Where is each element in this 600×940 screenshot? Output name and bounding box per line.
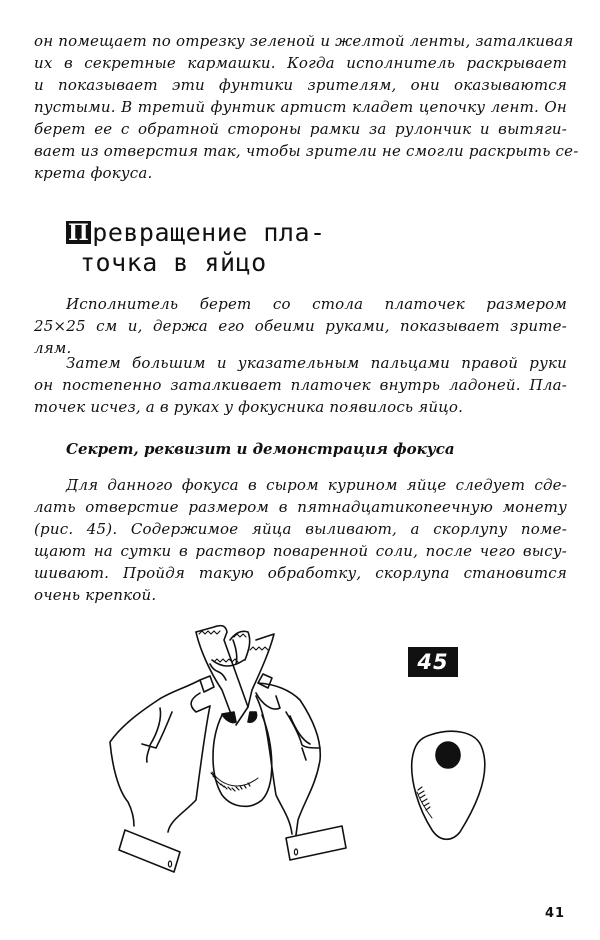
title-line-2: точка в яйцо (80, 248, 267, 277)
text-line: (рис. 45). Содержимое яйца выливают, а скорлупу поме- (34, 520, 567, 538)
text-line: берет ее с обратной стороны рамки за рулончик и вытяги- (34, 120, 567, 138)
figure-number-label: 45 (408, 647, 458, 677)
subheading-secret: Секрет, реквизит и демонстрация фокуса (66, 440, 455, 458)
text-line: он постепенно заталкивает платочек внутрь ладоней. Пла- (34, 376, 567, 394)
text-line: Исполнитель берет со стола платочек размером (66, 295, 567, 313)
text-line: лать отверстие размером в пятнадцатикопеечную монету (34, 498, 567, 516)
text-line: вает из отверстия так, чтобы зрители не смогли раскрыть се- (34, 142, 579, 160)
title-line-1-text: ревращение пла- (92, 218, 326, 247)
text-line: щают на сутки в раствор поваренной соли, после чего высу- (34, 542, 567, 560)
text-line: шивают. Пройдя такую обработку, скорлупа становится (34, 564, 567, 582)
text-line: лям. (34, 339, 72, 357)
left-hand (110, 676, 214, 872)
text-line: их в секретные кармашки. Когда исполнитель раскрывает (34, 54, 567, 72)
text-line: крета фокуса. (34, 164, 153, 182)
right-hand (256, 674, 346, 860)
title-dropcap: П (68, 220, 90, 246)
text-line: точек исчез, а в руках у фокусника появилось яйцо. (34, 398, 464, 416)
text-line: и показывает эти фунтики зрителям, они оказываются (34, 76, 567, 94)
text-line: пустыми. В третий фунтик артист кладет цепочку лент. Он (34, 98, 567, 116)
page-number: 41 (545, 906, 566, 921)
text-line: очень крепкой. (34, 586, 157, 604)
text-line: Для данного фокуса в сыром курином яйце следует сде- (66, 476, 567, 494)
text-line: Затем большим и указательным пальцами правой руки (66, 354, 567, 372)
eggshell-with-hole (412, 731, 485, 839)
text-line: 25×25 см и, держа его обеими руками, показывает зрите- (34, 317, 567, 335)
text-line: он помещает по отрезку зеленой и желтой ленты, заталкивая (34, 32, 574, 50)
egg-in-hands (211, 712, 272, 806)
